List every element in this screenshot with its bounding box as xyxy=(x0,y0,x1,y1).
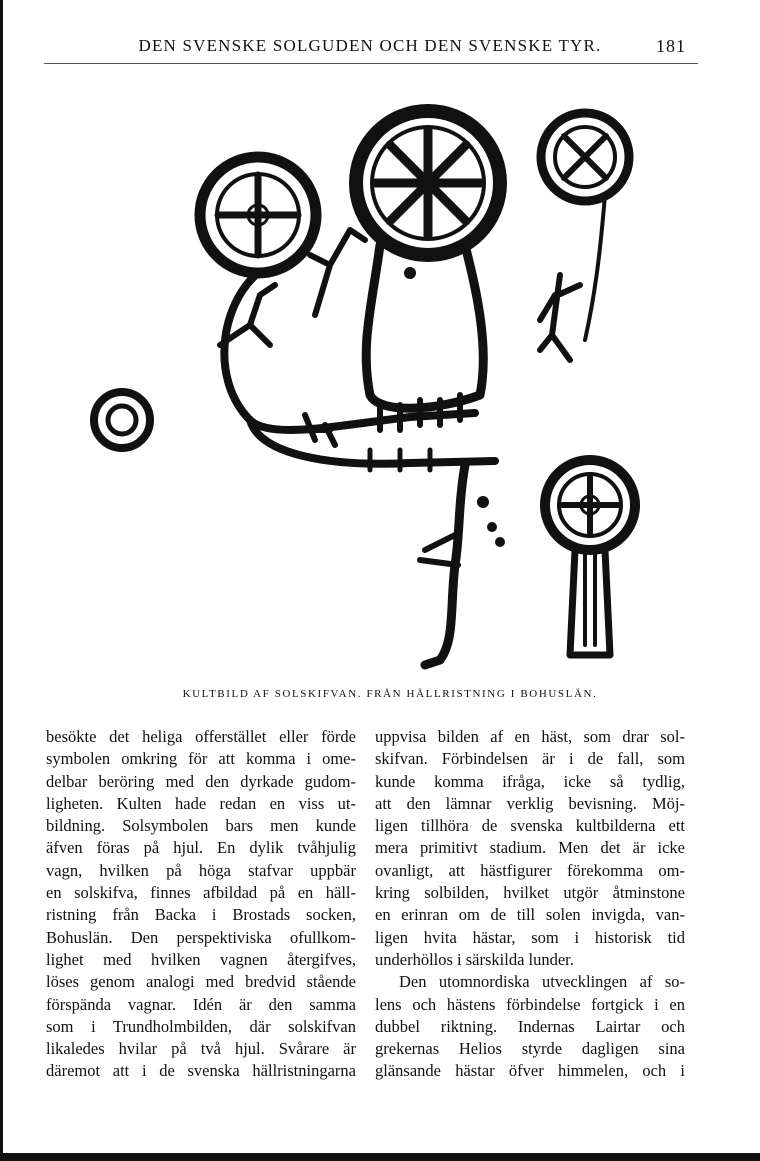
text-line: mera primitivt stadium. Men det är icke xyxy=(375,838,685,858)
text-line: ristning från Backa i Brostads socken, xyxy=(46,905,356,925)
text-line: symbolen omkring för att komma i ome- xyxy=(46,749,356,769)
text-line: grekernas Helios styrde dagligen sina xyxy=(375,1039,685,1059)
text-line: som i Trundholmbilden, där solskifvan xyxy=(46,1016,356,1036)
text-line: att den lämnar verklig bevisning. Möj- xyxy=(375,793,685,813)
text-line: löses genom analogi med bredvid stående xyxy=(46,972,356,992)
sun-disc-left xyxy=(200,157,316,273)
scan-edge-left xyxy=(0,0,3,1161)
header-rule xyxy=(44,63,698,64)
text-line: vagn, hvilken på höga stafvar uppbär xyxy=(46,860,356,880)
text-line: en erinran om de till solen invigda, van- xyxy=(375,905,685,925)
page-number: 181 xyxy=(656,36,686,56)
text-line: äfven föras på hjul. En dylik tvåhjulig xyxy=(46,838,356,858)
sun-disc-upper-right xyxy=(541,113,629,201)
sun-disc-large xyxy=(356,111,500,255)
text-line: ligen tillhöra de svenska kultbilderna ett xyxy=(375,816,685,836)
text-line: uppvisa bilden af en häst, som drar sol- xyxy=(375,727,685,746)
text-line: besökte det heliga offerstället eller förde xyxy=(46,727,356,746)
text-line: kring solbilden, hvilket utgör åtminstone xyxy=(375,883,685,903)
body-column-left xyxy=(46,726,356,1083)
running-title: DEN SVENSKE SOLGUDEN OCH DEN SVENSKE TYR. xyxy=(138,36,602,55)
text-line: ligheten. Kulten hade redan en viss ut- xyxy=(46,793,356,813)
ship-outline xyxy=(224,245,495,470)
text-line: bildning. Solsymbolen bars men kunde xyxy=(46,816,356,836)
text-line: kunde komma ifråga, icke så tydlig, xyxy=(375,771,685,791)
rock-carving-illustration xyxy=(80,95,700,675)
scan-edge-bottom xyxy=(0,1153,760,1161)
lower-figure xyxy=(420,465,465,665)
text-line: däremot att i de svenska hällristningarna xyxy=(46,1061,356,1081)
text-line: glänsande hästar öfver himmelen, och i xyxy=(375,1061,685,1081)
small-disc-left xyxy=(94,392,150,448)
text-line: likaledes hvilar på två hjul. Svårare är xyxy=(46,1039,356,1059)
text-line: underhöllos i särskilda lunder. xyxy=(375,949,574,969)
text-line: en solskifva, finnes afbildad på en häll- xyxy=(46,883,356,903)
sun-disc-lower-right xyxy=(545,460,635,655)
text-line: Den utomnordiska utvecklingen af so- xyxy=(399,972,685,992)
text-line: ovanligt, att hästfigurer förekomma om- xyxy=(375,860,685,880)
text-line: ligen hvita hästar, som i historisk tid xyxy=(375,927,685,947)
text-line: lens och hästens förbindelse fortgick i en xyxy=(375,994,685,1014)
text-line: delbar beröring med den dyrkade gudom- xyxy=(46,771,356,791)
text-line: skifvan. Förbindelsen är i de fall, som xyxy=(375,749,685,769)
body-column-right xyxy=(375,726,685,1083)
figure-caption: KULTBILD AF SOLSKIFVAN. FRÅN HÄLLRISTNING I BOHUSLÄN. xyxy=(182,688,598,700)
text-line: lighet med hvilken vagnen återgifves, xyxy=(46,949,356,969)
text-line: dubbel riktning. Indernas Lairtar och xyxy=(375,1016,685,1036)
text-line: Bohuslän. Den perspektiviska ofullkom- xyxy=(46,927,356,947)
text-line: förspända vagnar. Idén är den samma xyxy=(46,994,356,1014)
